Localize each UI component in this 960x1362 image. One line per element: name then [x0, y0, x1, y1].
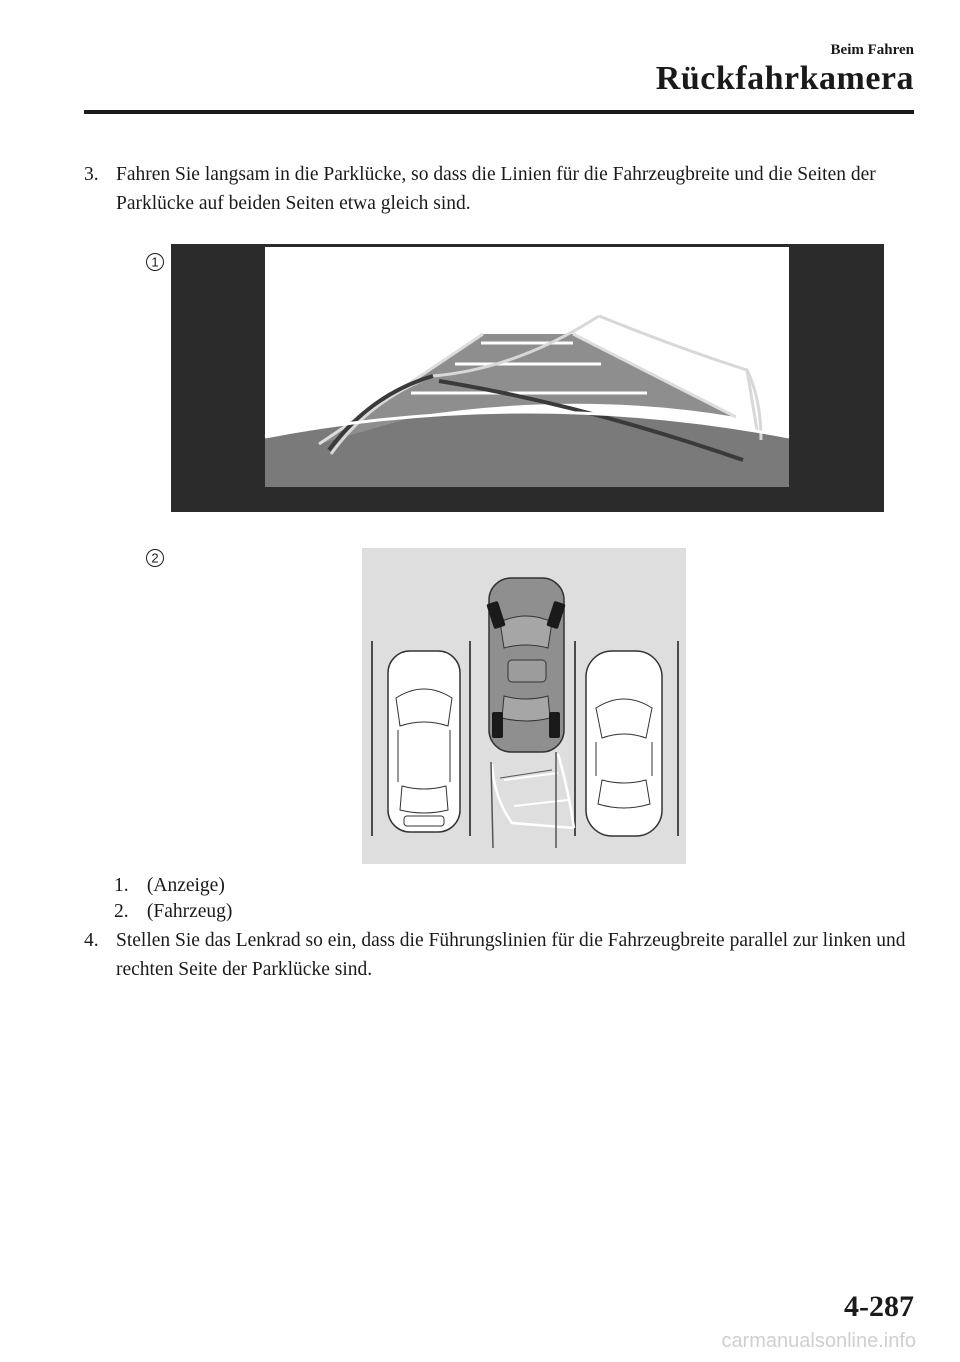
figure-marker-2-icon — [145, 548, 165, 568]
caption-text: (Fahrzeug) — [146, 901, 233, 922]
page-header-section: Beim Fahren — [830, 42, 914, 58]
step-4 — [84, 926, 914, 984]
figure-marker-1-number: 1 — [151, 254, 159, 270]
step-number: 4. — [84, 930, 99, 951]
step-number: 3. — [84, 164, 99, 185]
figure-marker-2-number: 2 — [151, 550, 159, 566]
vehicle-topview-figure — [362, 548, 686, 864]
figure-marker-1-icon — [145, 252, 165, 272]
watermark: carmanualsonline.info — [721, 1330, 916, 1352]
header-rule — [84, 110, 914, 114]
caption-text: (Anzeige) — [146, 875, 225, 896]
own-vehicle — [486, 578, 565, 752]
wheel-rear-left — [492, 712, 503, 738]
caption-2 — [114, 900, 232, 924]
caption-number: 2. — [114, 901, 129, 922]
step-3 — [84, 160, 914, 218]
step-text: Fahren Sie langsam in die Parklücke, so dass die Linien für die Fahrzeugbreite und die Seiten der Parklücke auf beiden Seiten etwa gleich sind. — [116, 164, 876, 214]
page-number: 4-287 — [844, 1290, 914, 1323]
camera-display-figure — [171, 244, 884, 512]
wheel-rear-right — [549, 712, 560, 738]
caption-number: 1. — [114, 875, 129, 896]
step-text: Stellen Sie das Lenkrad so ein, dass die Führungslinien für die Fahrzeugbreite parallel zur linken und rechten Seite der Parklücke sind. — [116, 930, 906, 980]
page-title: Rückfahrkamera — [655, 60, 914, 97]
caption-1 — [114, 874, 225, 898]
parked-car-right — [586, 651, 662, 836]
parked-car-left — [388, 651, 460, 832]
